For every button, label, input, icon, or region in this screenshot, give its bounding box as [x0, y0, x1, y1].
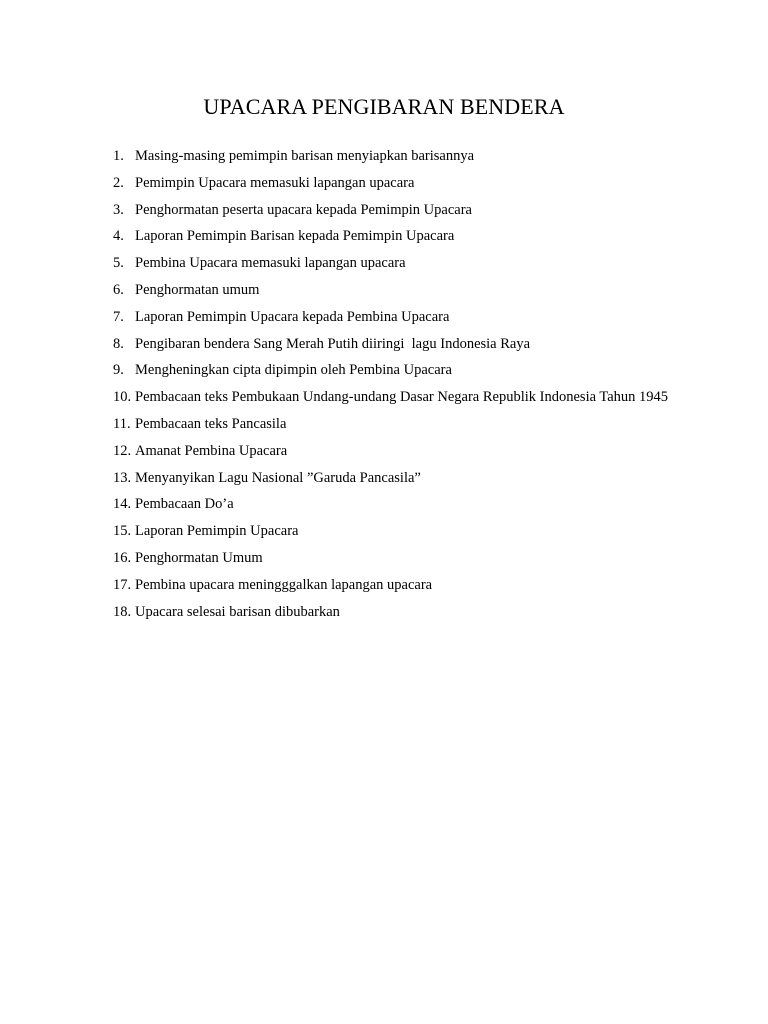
list-item-number: 13. — [113, 469, 132, 486]
list-item-text: Laporan Pemimpin Upacara — [135, 523, 299, 540]
list-item-number: 2. — [113, 174, 124, 191]
list-item-text: Masing-masing pemimpin barisan menyiapkan barisannya — [135, 148, 475, 164]
list-item-text: Laporan Pemimpin Barisan kepada Pemimpin Upacara — [135, 228, 455, 245]
list-item-text: Pengibaran bendera Sang Merah Putih diiringi lagu Indonesia Raya — [135, 335, 531, 352]
list-item-number: 18. — [113, 603, 132, 620]
list-item-number: 9. — [113, 362, 124, 379]
list-item-text: Pembacaan Do’a — [135, 496, 234, 513]
list-item — [113, 197, 673, 224]
list-item-text: Penghormatan umum — [135, 281, 260, 298]
list-item — [113, 277, 673, 304]
list-item — [113, 491, 673, 518]
list-item-number: 4. — [113, 228, 124, 245]
list-item-number: 6. — [113, 281, 124, 298]
list-item-number: 14. — [113, 496, 132, 513]
list-item — [113, 572, 673, 599]
list-item-text: Pembacaan teks Pancasila — [135, 415, 287, 432]
list-item-text: Pembacaan teks Pembukaan Undang-undang Dasar Negara Republik Indonesia Tahun 1945 — [135, 389, 669, 406]
list-item-text: Penghormatan Umum — [135, 549, 263, 566]
list-item-text: Laporan Pemimpin Upacara kepada Pembina Upacara — [135, 308, 450, 325]
list-item-text: Pembina upacara meningggalkan lapangan upacara — [135, 576, 433, 593]
list-item-number: 16. — [113, 549, 132, 566]
list-item — [113, 304, 673, 331]
list-item-number: 15. — [113, 523, 132, 540]
list-item-text: Mengheningkan cipta dipimpin oleh Pembina Upacara — [135, 362, 452, 379]
list-item-text: Amanat Pembina Upacara — [135, 442, 288, 459]
list-item — [113, 438, 673, 465]
list-item — [113, 223, 673, 250]
list-item — [113, 411, 673, 438]
list-item — [113, 170, 673, 197]
list-item — [113, 518, 673, 545]
document-title: UPACARA PENGIBARAN BENDERA — [203, 94, 565, 119]
list-item-number: 3. — [113, 201, 124, 218]
list-item — [113, 357, 673, 384]
list-item-number: 17. — [113, 576, 132, 593]
list-item-text: Pembina Upacara memasuki lapangan upacara — [135, 255, 406, 272]
list-item-number: 5. — [113, 255, 124, 272]
list-item-number: 10. — [113, 389, 132, 406]
ceremony-steps-list — [113, 143, 673, 625]
list-item-number: 12. — [113, 442, 132, 459]
list-item-number: 7. — [113, 308, 124, 325]
list-item — [113, 143, 673, 170]
list-item — [113, 545, 673, 572]
list-item-text: Menyanyikan Lagu Nasional ”Garuda Pancasila” — [135, 469, 421, 486]
list-item — [113, 465, 673, 492]
list-item — [113, 599, 673, 626]
list-item — [113, 384, 673, 411]
list-item — [113, 331, 673, 358]
list-item-number: 8. — [113, 335, 124, 352]
list-item-text: Upacara selesai barisan dibubarkan — [135, 603, 340, 620]
list-item-text: Pemimpin Upacara memasuki lapangan upacara — [135, 174, 415, 191]
list-item — [113, 250, 673, 277]
list-item-number: 1. — [113, 148, 124, 164]
list-item-text: Penghormatan peserta upacara kepada Pemimpin Upacara — [135, 201, 472, 218]
list-item-number: 11. — [113, 415, 131, 432]
